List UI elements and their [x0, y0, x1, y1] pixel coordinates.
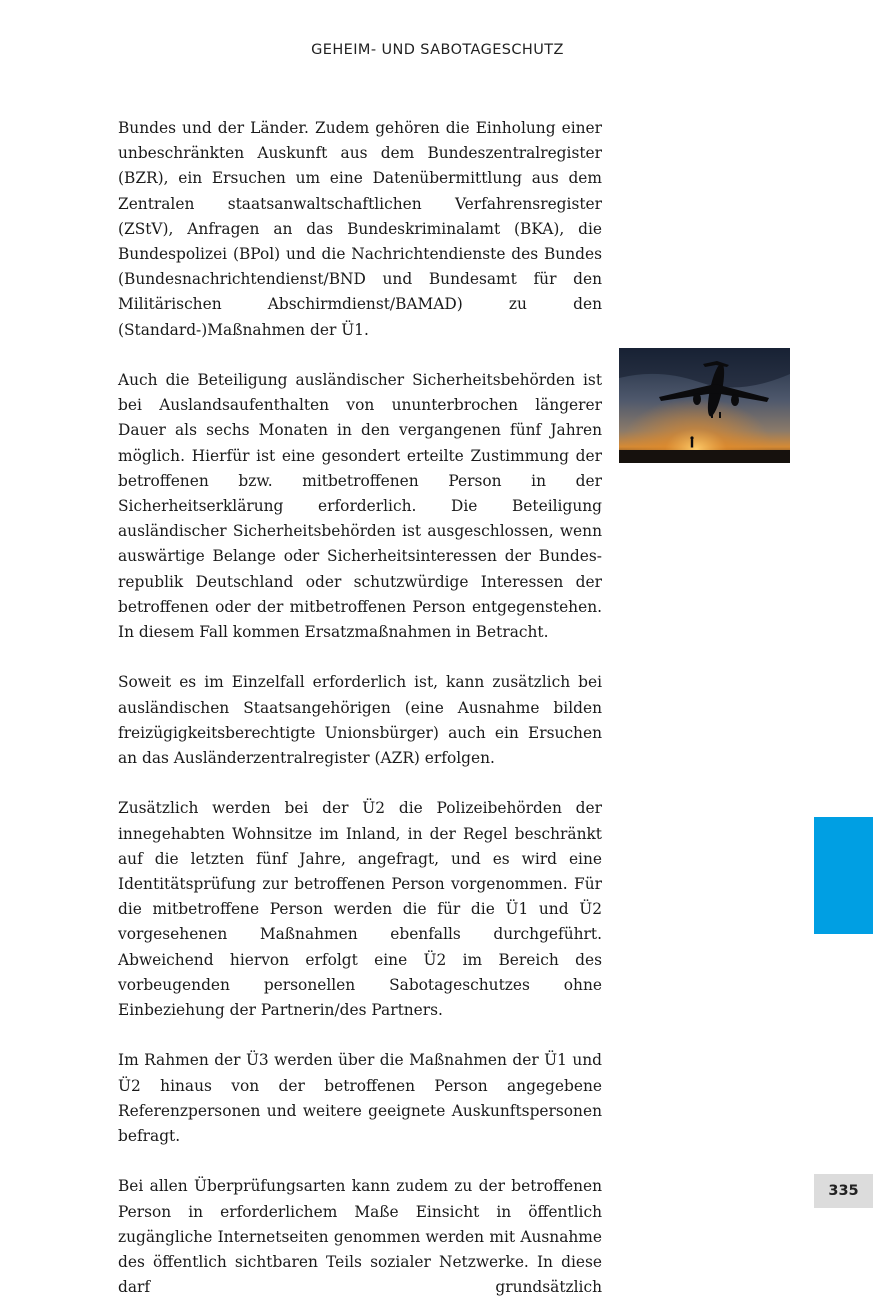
paragraph: Auch die Beteiligung ausländischer Sicherheitsbehörden ist bei Auslandsaufenthalten von ununterbrochen längerer Dauer als sechs Monaten in den vergangenen fünf Jahren möglich. Hierfür ist eine gesondert erteilte Zustimmung der betroffenen bzw. mitbetroffenen Person in der Sicherheitserklärung erforderlich. Die Beteiligung ausländischer Sicherheitsbehörden ist ausgeschlossen, wenn auswärtige Belange oder Sicherheitsinteressen der Bundesrepublik Deutschland oder schutzwürdige Interessen der betroffenen oder der mitbetroffenen Person entgegenstehen. In diesem Fall kommen Ersatzmaßnahmen in Betracht.	[118, 371, 602, 642]
paragraph: Bei allen Überprüfungsarten kann zudem zu der betroffenen Person in erforderlichem Maße Einsicht in öffentlich zugängliche Internetseiten genommen werden mit Ausnahme des öffentlich sichtbaren Teils sozialer Netzwerke. In diese darf grundsätzlich	[118, 1177, 602, 1297]
body-text	[118, 116, 602, 1300]
section-tab	[814, 817, 873, 934]
airplane-photo	[619, 348, 790, 463]
page-number: 335	[814, 1174, 873, 1208]
paragraph: Zusätzlich werden bei der Ü2 die Polizeibehörden der innegehabten Wohnsitze im Inland, in der Regel beschränkt auf die letzten fünf Jahre, angefragt, und es wird eine Identitätsprüfung zur betroffenen Person vorgenommen. Für die mitbetroffene Person werden die für die Ü1 und Ü2 vorgesehenen Maßnahmen ebenfalls durchgeführt. Abweichend hiervon erfolgt eine Ü2 im Bereich des vorbeugenden personellen Sabotageschutzes ohne Einbeziehung der Partnerin/des Partners.	[118, 799, 602, 1020]
paragraph: Soweit es im Einzelfall erforderlich ist, kann zusätzlich bei ausländischen Staatsangehörigen (eine Ausnahme bilden freizügigkeitsberechtigte Unionsbürger) auch ein Ersuchen an das Ausländerzentralregister (AZR) erfolgen.	[118, 673, 602, 768]
running-header: GEHEIM- UND SABOTAGESCHUTZ	[311, 42, 564, 58]
person-silhouette-icon	[690, 436, 693, 447]
paragraph: Im Rahmen der Ü3 werden über die Maßnahmen der Ü1 und Ü2 hinaus von der betroffenen Person angegebene Referenzpersonen und weitere geeignete Auskunftspersonen befragt.	[118, 1051, 602, 1146]
paragraph: Bundes und der Länder. Zudem gehören die Einholung einer unbeschränkten Auskunft aus dem Bundeszentralregister (BZR), ein Ersuchen um eine Datenübermittlung aus dem Zentralen staatsanwaltschaftlichen Verfahrensregister (ZStV), Anfragen an das Bundeskriminalamt (BKA), die Bundespolizei (BPol) und die Nachrichtendienste des Bundes (Bundesnachrichtendienst/BND und Bundesamt für den Militärischen Abschirmdienst/BAMAD) zu den (Standard-)Maßnahmen der Ü1.	[118, 119, 602, 339]
